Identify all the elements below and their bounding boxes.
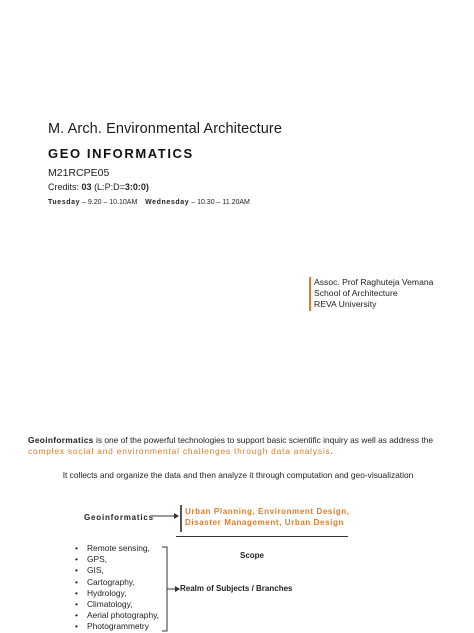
scope-items-line-1: Urban Planning, Environment Design, [185, 507, 350, 516]
list-item: • Climatology, [75, 599, 159, 610]
schedule-day-1: Tuesday [48, 199, 81, 206]
credits-value: 03 [81, 182, 92, 192]
intro-paragraph [28, 435, 448, 457]
intro-highlight: complex social and environmental challenges through data analysis [28, 446, 331, 456]
realm-label: Realm of Subjects / Branches [180, 584, 293, 593]
scope-label: Scope [240, 551, 265, 560]
intro-text-1: is one of the powerful technologies to support basic scientific inquiry as well as address the [93, 435, 434, 445]
instructor-block [314, 277, 433, 310]
scope-underline [176, 536, 348, 537]
list-item: • Aerial photography, [75, 610, 159, 621]
schedule-time-2: – 10.30 – 11.20AM [191, 199, 250, 206]
list-item: • GIS, [75, 565, 159, 576]
instructor-name: Assoc. Prof Raghuteja Vemana [314, 277, 434, 287]
intro-text-2: . [330, 446, 333, 456]
list-item: • Remote sensing, [75, 543, 159, 554]
instructor-accent-bar [309, 277, 311, 311]
schedule-time-1: – 9.20 – 10.10AM [82, 199, 138, 206]
instructor-university: REVA University [314, 299, 377, 309]
course-code: M21RCPE05 [48, 167, 110, 179]
diagram-root-label: Geoinformatics [84, 513, 154, 522]
list-item: • GPS, [75, 554, 159, 565]
credits-ltp-close: ) [145, 182, 149, 192]
bracket-arrow-icon [160, 546, 182, 632]
scope-items [185, 506, 350, 528]
intro-term: Geoinformatics [28, 435, 94, 445]
list-item: • Cartography, [75, 577, 159, 588]
list-item: • Photogrammetry [75, 621, 159, 632]
credits-ltp-open: (L:P:D= [94, 182, 125, 192]
list-item: • Hydrology, [75, 588, 159, 599]
schedule-day-2: Wednesday [145, 199, 190, 206]
scope-accent-bar [180, 505, 182, 532]
instructor-school: School of Architecture [314, 288, 398, 298]
course-title: M. Arch. Environmental Architecture [48, 121, 282, 137]
intro-paragraph-2: It collects and organize the data and then analyze it through computation and geo-visualization [62, 470, 414, 480]
arrow-right-icon [150, 511, 180, 521]
scope-items-line-2: Disaster Management, Urban Design [185, 518, 344, 527]
credits-label: Credits: [48, 182, 80, 192]
credits-ltp: 3:0:0 [124, 182, 146, 192]
schedule-line [48, 199, 250, 206]
branches-list [75, 543, 159, 633]
subject-title: GEO INFORMATICS [48, 146, 194, 161]
credits-line [48, 182, 149, 192]
